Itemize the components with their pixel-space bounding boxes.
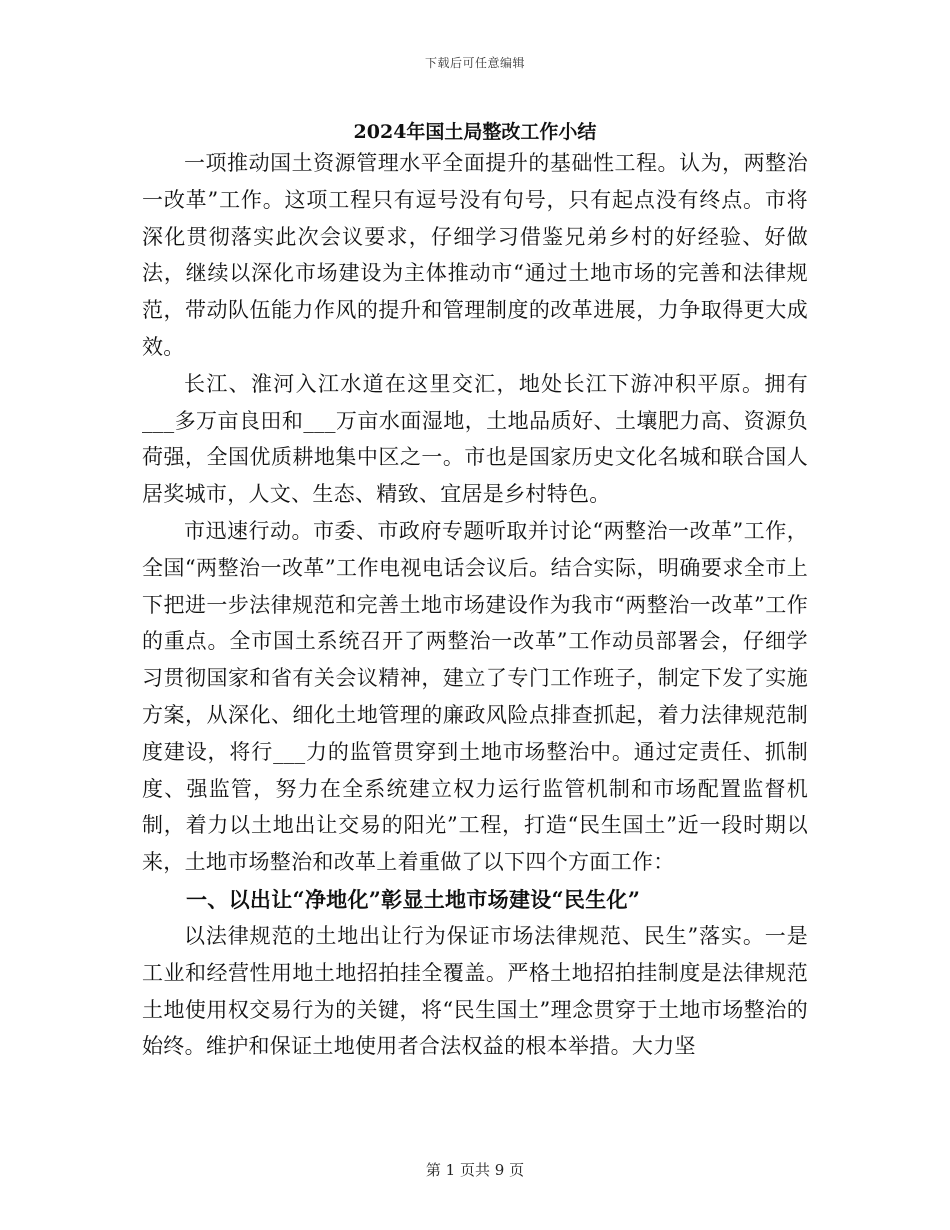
document-title: 2024年国土局整改工作小结: [353, 121, 597, 143]
paragraph-2: 长江、淮河入江水道在这里交汇，地处长江下游冲积平原。拥有___多万亩良田和___万亩水面湿地，土地品质好、土壤肥力高、资源负荷强，全国优质耕地集中区之一。市也是国家历史文化名城和联合国人居奖城市，人文、生态、精致、宜居是乡村特色。: [142, 371, 808, 507]
page-number: 第 1 页共 9 页: [425, 1161, 525, 1179]
paragraph-3: 市迅速行动。市委、市政府专题听取并讨论“两整治一改革”工作，全国“两整治一改革”工作电视电话会议后。结合实际，明确要求全市上下把进一步法律规范和完善土地市场建设作为我市“两整治一改革”工作的重点。全市国土系统召开了两整治一改革”工作动员部署会，仔细学习贯彻国家和省有关会议精神，建立了专门工作班子，制定下发了实施方案，从深化、细化土地管理的廉政风险点排查抓起，着力法律规范制度建设，将行___力的监管贯穿到土地市场整治中。通过定责任、抓制度、强监管，努力在全系统建立权力运行监管机制和市场配置监督机制，着力以土地出让交易的阳光”工程，打造“民生国土”近一段时期以来，土地市场整治和改革上着重做了以下四个方面工作：: [142, 518, 808, 875]
section-paragraph: 以法律规范的土地出让行为保证市场法律规范、民生”落实。一是工业和经营性用地土地招拍挂全覆盖。严格土地招拍挂制度是法律规范土地使用权交易行为的关键，将“民生国土”理念贯穿于土地市场整治的始终。维护和保证土地使用者合法权益的根本举措。大力坚: [142, 923, 808, 1059]
page-header-note: 下载后可任意编辑: [424, 56, 525, 70]
document-body: [142, 145, 808, 1065]
section-heading: 一、以出让“净地化”彰显土地市场建设“民生化”: [186, 886, 641, 912]
paragraph-1: 一项推动国土资源管理水平全面提升的基础性工程。认为，两整治一改革”工作。这项工程只有逗号没有句号，只有起点没有终点。市将深化贯彻落实此次会议要求，仔细学习借鉴兄弟乡村的好经验、好做法，继续以深化市场建设为主体推动市“通过土地市场的完善和法律规范，带动队伍能力作风的提升和管理制度的改革进展，力争取得更大成效。: [142, 151, 808, 359]
